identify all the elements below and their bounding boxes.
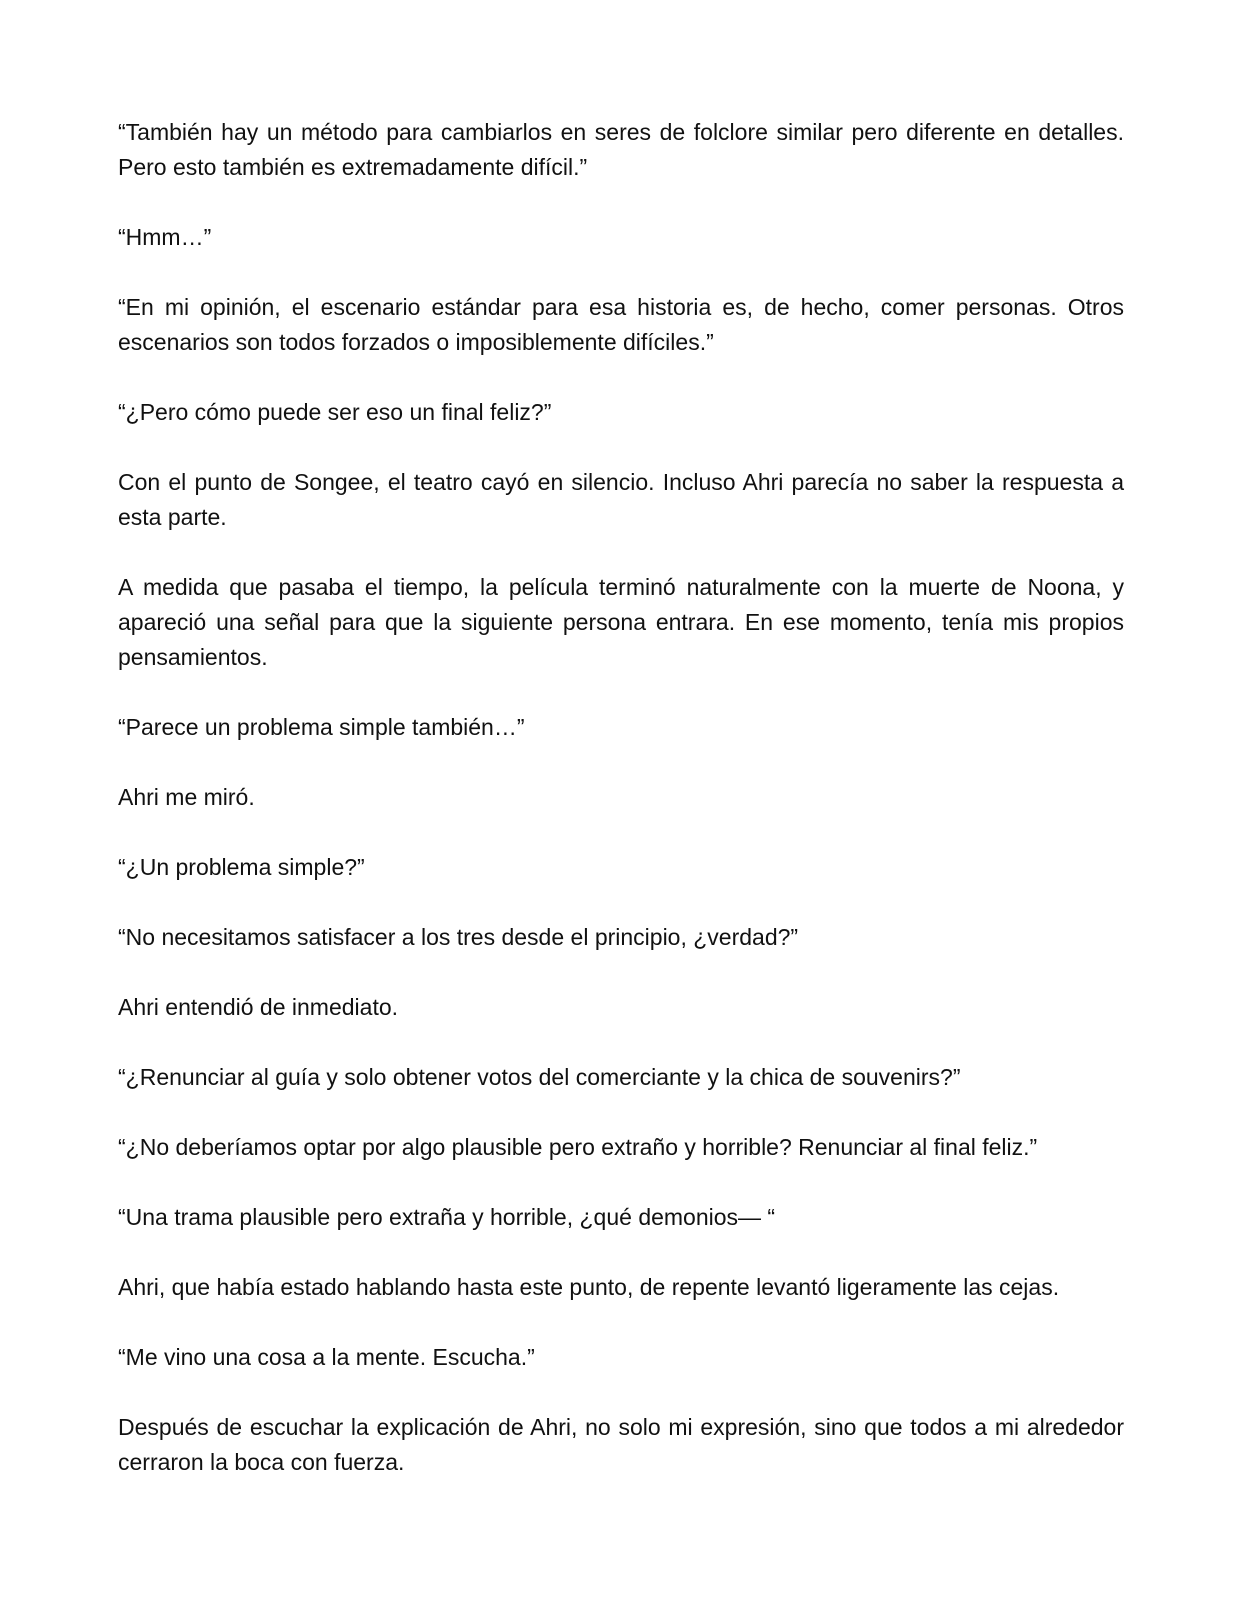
paragraph: Ahri, que había estado hablando hasta este punto, de repente levantó ligeramente las cejas. <box>118 1274 1060 1300</box>
paragraph: “¿Renunciar al guía y solo obtener votos del comerciante y la chica de souvenirs?” <box>118 1064 961 1090</box>
paragraph: “No necesitamos satisfacer a los tres desde el principio, ¿verdad?” <box>118 924 799 950</box>
paragraph: A medida que pasaba el tiempo, la película terminó naturalmente con la muerte de Noona, y apareció una señal para que la siguiente persona entrara. En ese momento, tenía mis propios pensamientos. <box>118 574 1124 670</box>
paragraph: “En mi opinión, el escenario estándar para esa historia es, de hecho, comer personas. Otros escenarios son todos forzados o imposiblemente difíciles.” <box>118 294 1124 355</box>
paragraph: Con el punto de Songee, el teatro cayó en silencio. Incluso Ahri parecía no saber la respuesta a esta parte. <box>118 469 1124 530</box>
paragraph: Después de escuchar la explicación de Ahri, no solo mi expresión, sino que todos a mi alrededor cerraron la boca con fuerza. <box>118 1414 1124 1475</box>
paragraph: “¿No deberíamos optar por algo plausible pero extraño y horrible? Renunciar al final feliz.” <box>118 1134 1038 1160</box>
paragraph: Ahri me miró. <box>118 784 255 810</box>
paragraph: “También hay un método para cambiarlos en seres de folclore similar pero diferente en detalles. Pero esto también es extremadamente difícil.” <box>118 119 1124 180</box>
paragraph: “¿Pero cómo puede ser eso un final feliz?” <box>118 399 552 425</box>
paragraph: “Parece un problema simple también…” <box>118 714 525 740</box>
paragraph: “¿Un problema simple?” <box>118 854 365 880</box>
paragraph: “Hmm…” <box>118 224 212 250</box>
document-body <box>118 115 1124 1480</box>
paragraph: “Me vino una cosa a la mente. Escucha.” <box>118 1344 535 1370</box>
paragraph: “Una trama plausible pero extraña y horrible, ¿qué demonios— “ <box>118 1204 776 1230</box>
paragraph: Ahri entendió de inmediato. <box>118 994 399 1020</box>
